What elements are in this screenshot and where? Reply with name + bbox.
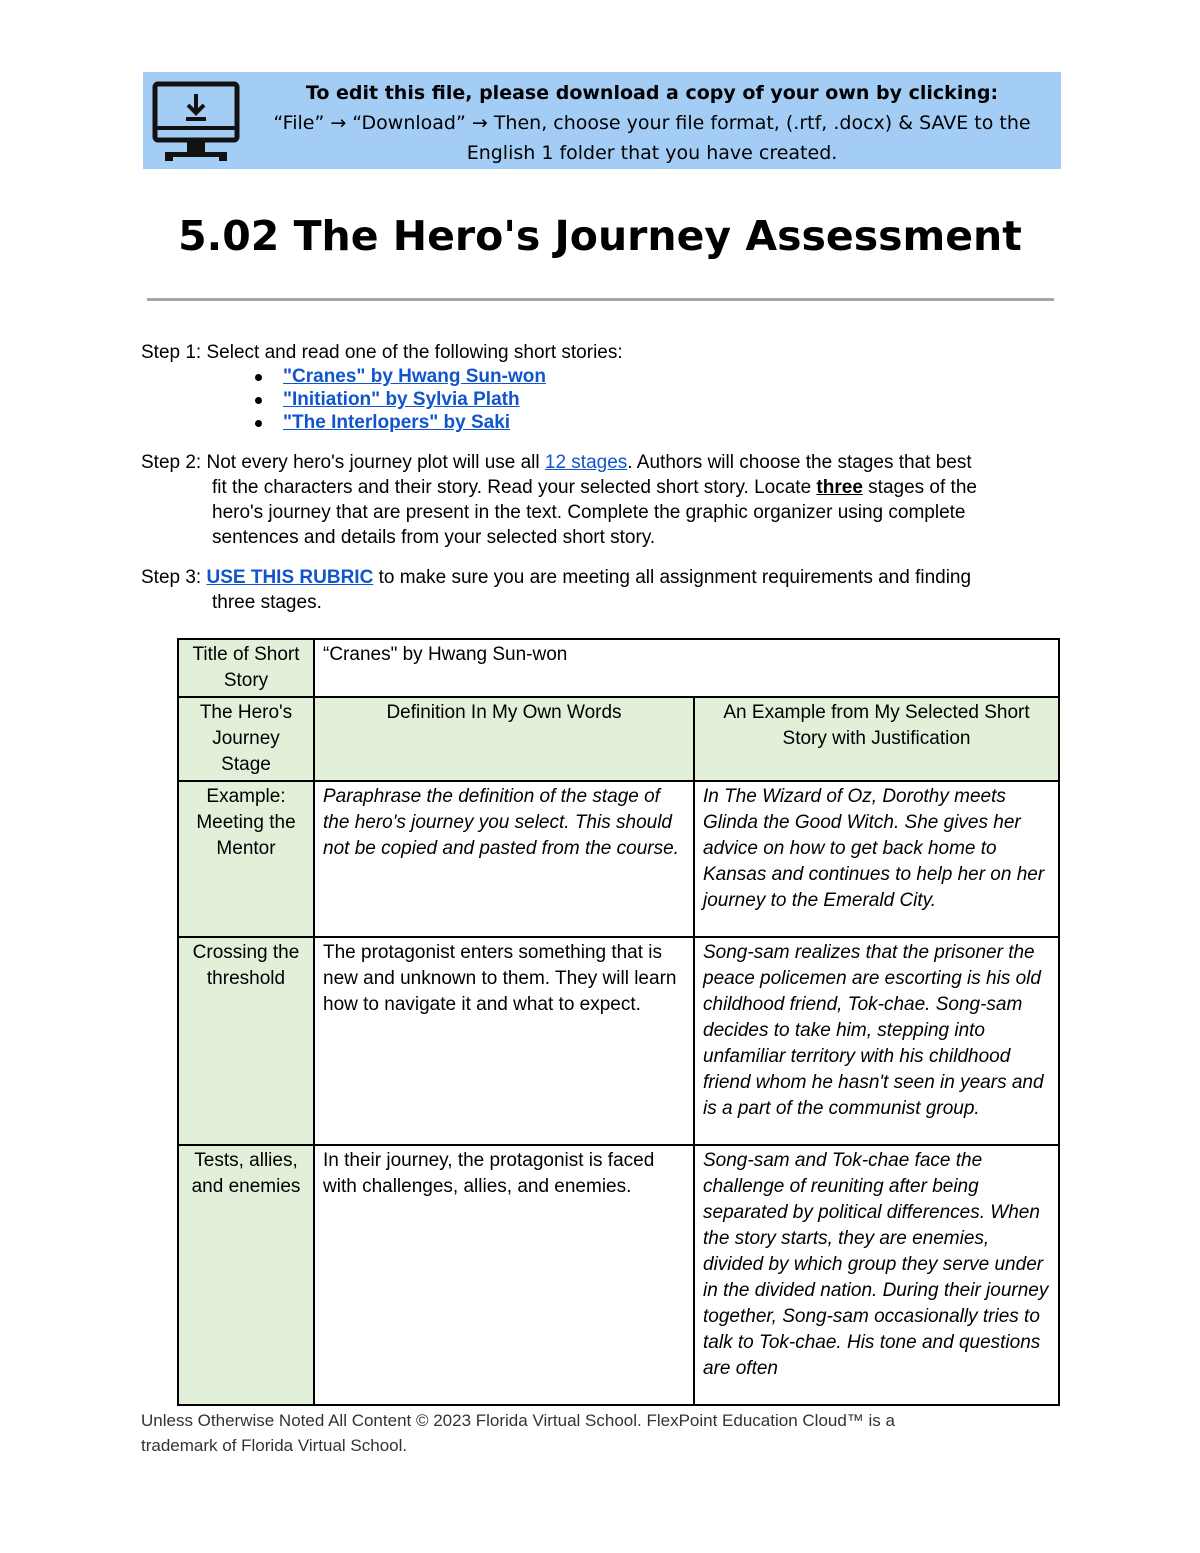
stage-header: The Hero's Journey Stage [178, 697, 314, 781]
table-row [178, 639, 1059, 697]
footer-line-1: Unless Otherwise Noted All Content © 2023 Florida Virtual School. FlexPoint Education Cloud™ is a [141, 1411, 895, 1430]
example-cell[interactable]: Song-sam and Tok-chae face the challenge of reuniting after being separated by political differences. When the story starts, they are enemies, divided by which group they serve under in the divided nation. During their journey together, Song-sam occasionally tries to talk to Tok-chae. His tone and questions are often [694, 1145, 1059, 1405]
copyright-footer [141, 1408, 1041, 1458]
story-link-cranes[interactable]: "Cranes" by Hwang Sun-won [283, 366, 546, 387]
step-2-text-b: . Authors will choose the stages that best [627, 452, 972, 473]
list-item [141, 411, 1061, 434]
banner-heading: To edit this file, please download a copy of your own by clicking: [305, 82, 999, 104]
banner-line-2: English 1 folder that you have created. [466, 142, 838, 164]
example-example-cell: In The Wizard of Oz, Dorothy meets Glinda the Good Witch. She gives her advice on how to get back home to Kansas and continues to help her on her journey to the Emerald City. [694, 781, 1059, 937]
step-2-text-a: Not every hero's journey plot will use all [201, 452, 545, 473]
table-row [178, 697, 1059, 781]
rubric-link[interactable]: USE THIS RUBRIC [206, 567, 374, 588]
table-row [178, 1145, 1059, 1405]
step-2-line-3: hero's journey that are present in the text. Complete the graphic organizer using complete [212, 502, 966, 523]
step-2-line-4: sentences and details from your selected short story. [212, 527, 656, 548]
story-link-initiation[interactable]: "Initiation" by Sylvia Plath [283, 389, 520, 410]
banner-line-1: “File” → “Download” → Then, choose your file format, (.rtf, .docx) & SAVE to the [273, 112, 1031, 134]
twelve-stages-link[interactable]: 12 stages [544, 452, 628, 473]
bullet-icon [255, 420, 262, 427]
title-label-cell: Title of Short Story [178, 639, 314, 697]
example-stage-cell: Example: Meeting the Mentor [178, 781, 314, 937]
step-2-line-2b: stages of the [862, 477, 977, 498]
step-1-label: Step 1: [141, 342, 202, 363]
example-definition-cell: Paraphrase the definition of the stage of the hero's journey you select. This should not be copied and pasted from the course. [314, 781, 694, 937]
title-value-cell[interactable]: “Cranes" by Hwang Sun-won [314, 639, 1059, 697]
monitor-download-icon [151, 80, 241, 162]
definition-header: Definition In My Own Words [314, 697, 694, 781]
definition-cell[interactable]: In their journey, the protagonist is faced with challenges, allies, and enemies. [314, 1145, 694, 1405]
footer-line-2: trademark of Florida Virtual School. [141, 1436, 408, 1455]
story-link-interlopers[interactable]: "The Interlopers" by Saki [283, 412, 511, 433]
step-1-text: Select and read one of the following short stories: [201, 342, 623, 363]
step-2 [141, 450, 1061, 550]
table-row [178, 781, 1059, 937]
example-cell[interactable]: Song-sam realizes that the prisoner the peace policemen are escorting is his old childhood friend, Tok-chae. Song-sam decides to take him, stepping into unfamiliar territory with his childhood friend whom he hasn't seen in years and is a part of the communist group. [694, 937, 1059, 1145]
step-3 [141, 565, 1061, 615]
page-title: 5.02 The Hero's Journey Assessment [178, 212, 1022, 260]
steps-section [141, 340, 1061, 615]
step-2-line-2: fit the characters and their story. Read your selected short story. Locate [212, 477, 817, 498]
step-1 [141, 340, 1061, 434]
stage-cell-crossing-threshold: Crossing the threshold [178, 937, 314, 1145]
story-list [141, 365, 1061, 434]
three-emphasis: three [816, 477, 863, 498]
definition-cell[interactable]: The protagonist enters something that is new and unknown to them. They will learn how to navigate it and what to expect. [314, 937, 694, 1145]
step-3-line-2: three stages. [212, 592, 322, 613]
stage-cell-tests-allies-enemies: Tests, allies, and enemies [178, 1145, 314, 1405]
table-row [178, 937, 1059, 1145]
bullet-icon [255, 374, 262, 381]
step-3-label: Step 3: [141, 567, 202, 588]
bullet-icon [255, 397, 262, 404]
instruction-banner [143, 72, 1061, 169]
step-2-label: Step 2: [141, 452, 202, 473]
title-divider [147, 298, 1054, 301]
list-item [141, 365, 1061, 388]
graphic-organizer-table [177, 638, 1060, 1406]
step-3-text: to make sure you are meeting all assignment requirements and finding [373, 567, 972, 588]
example-header: An Example from My Selected Short Story with Justification [694, 697, 1059, 781]
list-item [141, 388, 1061, 411]
